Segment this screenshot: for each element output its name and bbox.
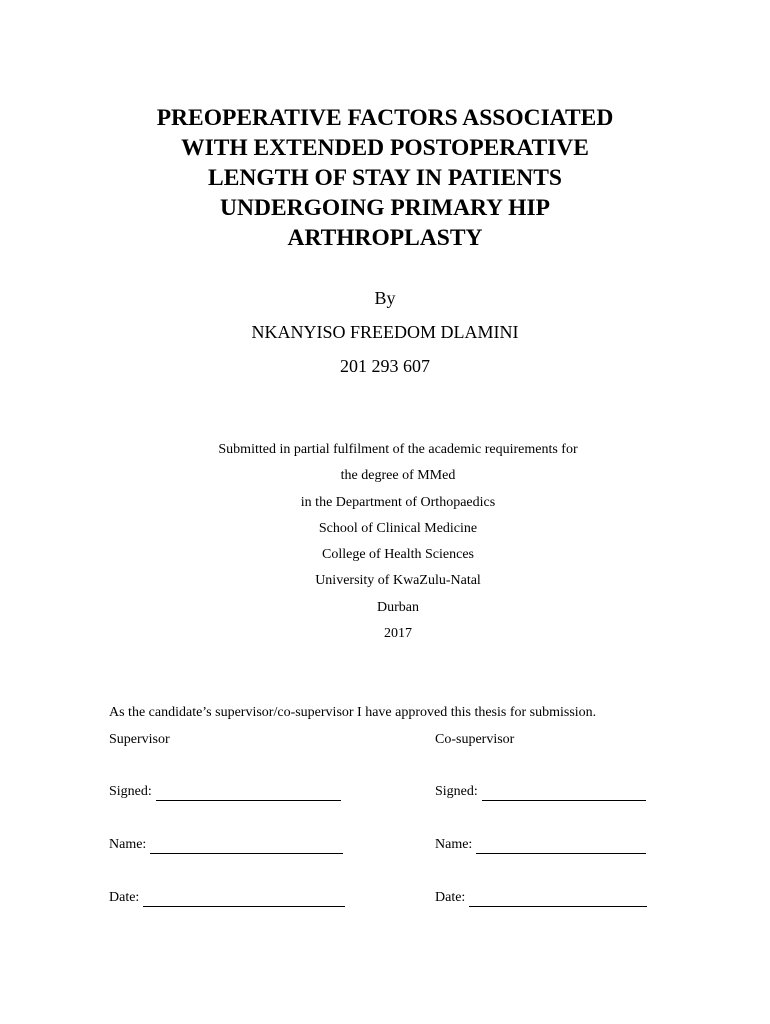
approval-statement: As the candidate’s supervisor/co-supervisor I have approved this thesis for submission. [109,705,597,720]
supervisor-name-row [109,836,343,854]
co-supervisor-heading: Co-supervisor [435,732,515,747]
submission-line: University of KwaZulu-Natal [315,573,481,589]
supervisor-name-line [150,839,343,854]
supervisor-signed-row [109,783,341,801]
submission-line: Durban [377,599,419,615]
submission-line: College of Health Sciences [321,547,474,563]
supervisor-signature-line [156,786,341,801]
submission-statement [0,437,770,647]
co-supervisor-signature-line [482,786,646,801]
thesis-title-line: UNDERGOING PRIMARY HIP [220,195,550,221]
by-label: By [374,288,396,308]
co-supervisor-date-line [469,892,647,907]
supervisor-date-line [143,892,345,907]
supervisor-name-label: Name: [109,837,147,852]
supervisor-date-row [109,889,345,907]
submission-line: Submitted in partial fulfilment of the academic requirements for [218,442,578,457]
co-supervisor-signed-row [435,783,646,801]
supervisor-date-label: Date: [109,890,140,905]
co-supervisor-name-row [435,836,646,854]
thesis-title-line: LENGTH OF STAY IN PATIENTS [208,165,562,191]
thesis-title [85,103,685,253]
thesis-title-line: WITH EXTENDED POSTOPERATIVE [181,135,589,161]
supervisor-signed-label: Signed: [109,784,152,799]
submission-line: the degree of MMed [340,468,456,484]
student-number: 201 293 607 [340,356,430,376]
author-name: NKANYISO FREEDOM DLAMINI [251,322,519,342]
co-supervisor-name-label: Name: [435,837,473,852]
co-supervisor-signed-label: Signed: [435,784,478,799]
thesis-title-line: PREOPERATIVE FACTORS ASSOCIATED [156,105,614,131]
submission-line: School of Clinical Medicine [318,520,478,536]
thesis-title-line: ARTHROPLASTY [287,225,483,251]
co-supervisor-name-line [476,839,646,854]
submission-line: in the Department of Orthopaedics [300,494,496,510]
co-supervisor-date-row [435,889,647,907]
submission-line: 2017 [384,626,412,642]
co-supervisor-date-label: Date: [435,890,466,905]
supervisor-heading: Supervisor [109,732,170,747]
